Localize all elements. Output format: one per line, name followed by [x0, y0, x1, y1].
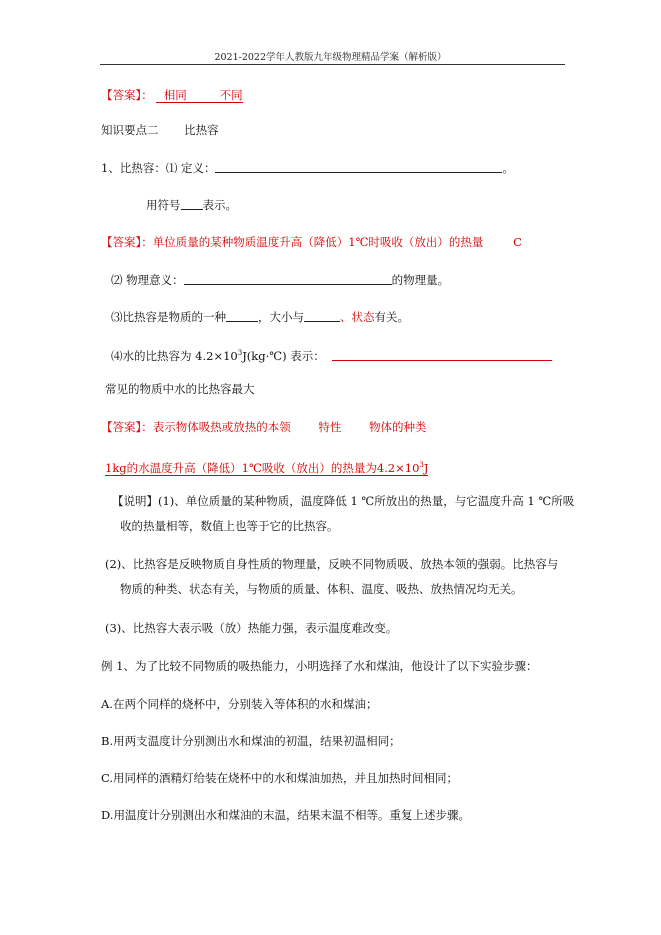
example-step-d: D.用温度计分别测出水和煤油的末温，结果末温不相等。重复上述步骤。	[101, 808, 470, 822]
example-step-b: B.用两支温度计分别测出水和煤油的初温，结果初温相同；	[101, 734, 401, 748]
answer-tag: 【答案】：	[101, 235, 153, 249]
meaning-blank[interactable]	[184, 272, 392, 285]
definition-blank[interactable]	[215, 160, 502, 173]
note-1-line-1: 【说明】(1)、单位质量的某种物质，温度降低 1 ℃所放出的热量，与它温度升高 1 ℃所吸	[112, 494, 575, 508]
page-header: 2021-2022学年人教版九年级物理精品学案（解析版）	[214, 52, 447, 63]
answer-line-1	[101, 88, 243, 102]
property-blank[interactable]	[226, 309, 258, 322]
water-line: ⑷水的比热容为 $4.2\times 10^3J(kg\cdot℃)$ 表示：	[111, 346, 552, 363]
answer-definition: 单位质量的某种物质温度升高（降低）1℃时吸收（放出）的热量	[152, 235, 484, 249]
example-step-a: A.在两个同样的烧杯中，分别装入等体积的水和煤油；	[101, 697, 378, 711]
water-blank[interactable]	[332, 348, 552, 361]
symbol-blank[interactable]	[181, 197, 203, 210]
note-2-line-1: (2)、比热容是反映物质自身性质的物理量，反映不同物质吸、放热本领的强弱。比热容与	[105, 557, 559, 571]
property-line: ⑶比热容是物质的一种 ，大小与 、状态有关。	[111, 310, 409, 324]
answer-line-2	[101, 235, 522, 249]
definition-label: 1、比热容：⑴ 定义：	[101, 161, 216, 175]
note-2-line-2: 物质的种类、状态有关，与物质的质量、体积、温度、吸热、放热情况均无关。	[120, 582, 523, 596]
answer-line-3: 【答案】：表示物体吸热或放热的本领 特性 物体的种类	[101, 420, 427, 434]
section-heading	[101, 123, 219, 137]
symbol-line: 用符号 表示。	[146, 198, 237, 212]
depends-blank[interactable]	[304, 309, 340, 322]
answer-tag: 【答案】：	[101, 420, 153, 434]
common-fact: 常见的物质中水的比热容最大	[105, 382, 255, 396]
meaning-line: ⑵ 物理意义： 的物理量。	[111, 273, 450, 287]
definition-line: 1、比热容：⑴ 定义： 。	[101, 161, 514, 175]
answer-symbol: C	[513, 235, 522, 249]
section-topic: 比热容	[184, 123, 219, 137]
answer-value-same: 相同 不同	[156, 88, 242, 103]
example-step-c: C.用同样的酒精灯给装在烧杯中的水和煤油加热，并且加热时间相同；	[101, 771, 459, 785]
answer-line-3b: 1kg的水温度升高（降低）1℃吸收（放出）的热量为$4.2\times 10^3J$	[105, 460, 429, 475]
header-divider	[100, 64, 565, 65]
note-1-line-2: 收的热量相等，数值上也等于它的比热容。	[120, 519, 339, 533]
answer-tag: 【答案】：	[101, 88, 153, 102]
example-intro: 例 1、为了比较不同物质的吸热能力，小明选择了水和煤油，他设计了以下实验步骤：	[101, 659, 538, 673]
section-title: 知识要点二	[101, 123, 159, 137]
note-3: (3)、比热容大表示吸（放）热能力强，表示温度难改变。	[105, 621, 398, 635]
